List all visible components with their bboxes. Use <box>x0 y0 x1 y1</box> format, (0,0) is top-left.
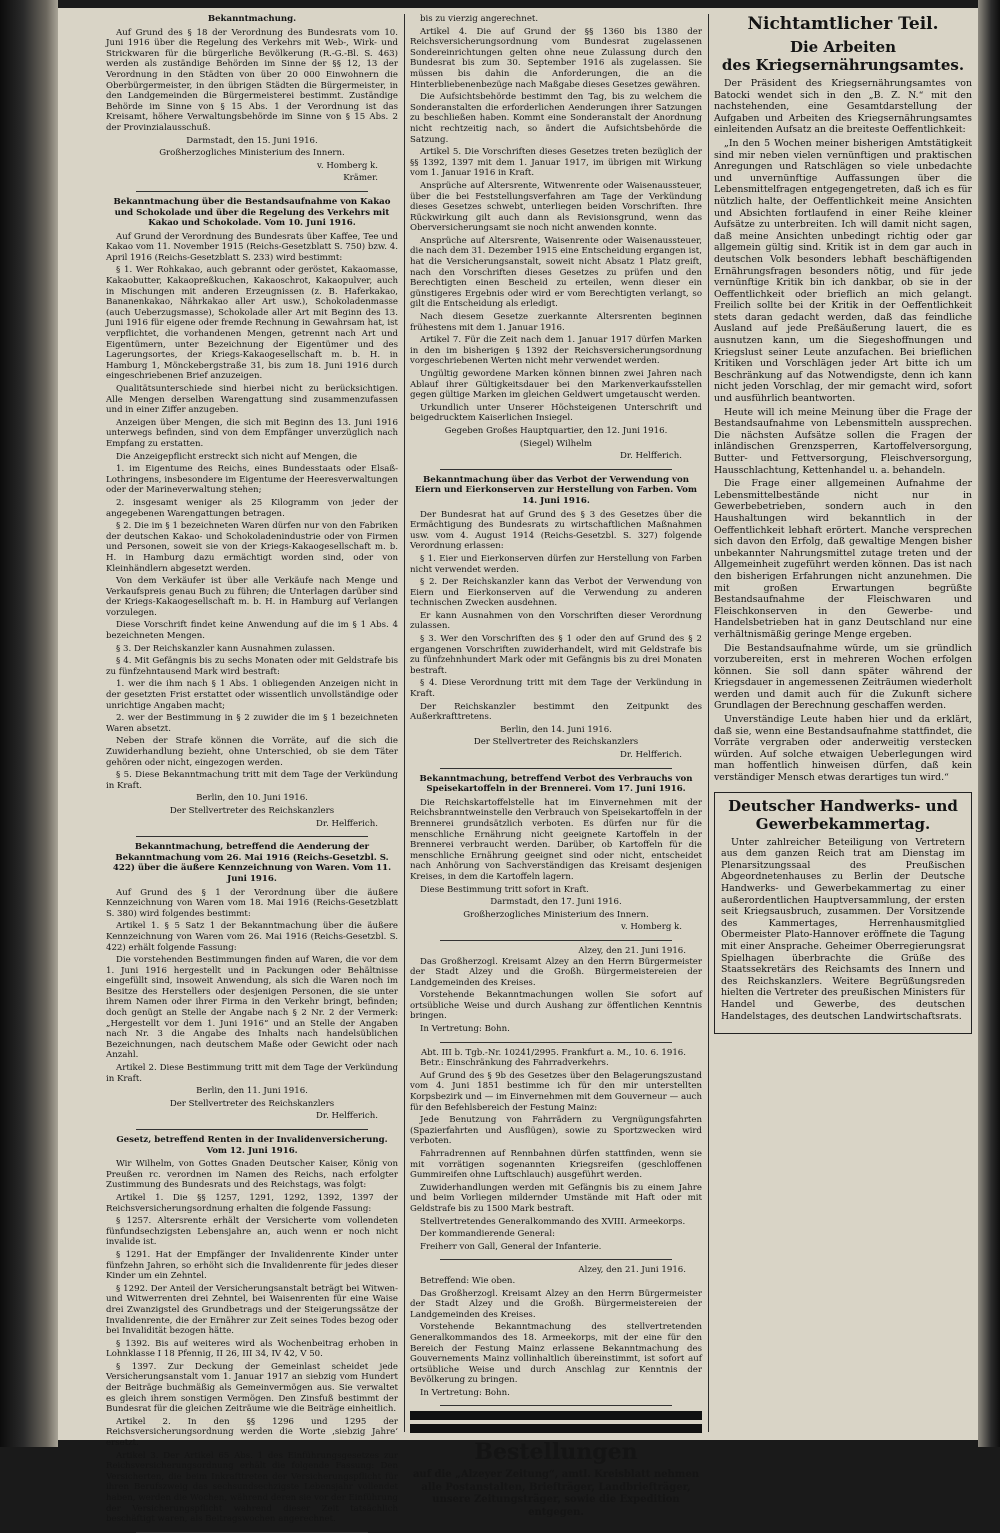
notice-paragraph: Betreffend: Wie oben. <box>420 1275 516 1286</box>
notice-place-date: Abt. III b. Tgb.-Nr. 10241/2995. Frankfurt a. M., 10. 6. 1916. <box>420 1047 686 1058</box>
notice-divider <box>440 1042 672 1043</box>
notice-paragraph: Die Anzeigepflicht erstreckt sich nicht auf Mengen, die <box>116 451 358 462</box>
notice-paragraph: Auf Grund des § 18 der Verordnung des Bundesrats vom 10. Juni 1916 über die Regelung des Verkehrs mit Web-, Wirk- und Strickwaren für die bürgerliche Bevölkerung (R.-G.-Bl. S. 463) werden als zuständige Behörden im Sinne der §§ 12, 13 der Verordnung in den Städten von über 20 000 Einwohnern die Oberbürgermeister, in den übrigen Städten die Bürgermeister, in den Landgemeinden die Bürgermeisterei bestimmt. Zuständige Behörde im Sinne von § 15 Abs. 1 der Verordnung ist das Kreisamt, höhere Verwaltungsbehörde im Sinne von § 15 Abs. 2 der Provinzialausschuß. <box>106 27 398 133</box>
notice-paragraph: Nach diesem Gesetze zuerkannte Altersrenten beginnen frühestens mit dem 1. Januar 1916. <box>410 312 702 333</box>
notice-paragraph: Artikel 7. Für die Zeit nach dem 1. Januar 1917 dürfen Marken in den im bisherigen § 1392 der Reichsversicherungsordnung vorgeschriebenen Werten nicht mehr verwendet werden. <box>410 335 702 367</box>
notice-paragraph: § 1397. Zur Deckung der Gemeinlast scheidet jede Versicherungsanstalt vom 1. Januar 1917 an siebzig vom Hundert der Beiträge buchmäßig als Gemeinvermögen aus. Sie verwaltet es gleich ihrem sonstigen Vermögen. Den Zinsfuß bestimmt der Bundesrat für die gleichen Zeiträume wie die Beiträge einheitlich. <box>106 1361 398 1415</box>
notice-paragraph: Vorstehende Bekanntmachung des stellvertretenden Generalkommandos des 18. Armeekorps, mit der eine für den Bereich der Festung Mainz erlassene Bekanntmachung des Gouvernements Mainz vollinhaltlich übereinstimmt, ist sofort auf ortsübliche Weise und durch Anschlag zur Kenntnis der Bevölkerung zu bringen. <box>410 1322 702 1386</box>
article-paragraph: Heute will ich meine Meinung über die Frage der Bestandsaufnahme von Lebensmitteln aussprechen. Die nächsten Aufsätze sollen die Fragen der inländischen Grenzsperren, Kartoffelversorgung, Butter- und Fettversorgung, Fleischversorgung, Hausschlachtung, Kettenhandel u. a. behandeln. <box>714 406 972 476</box>
article-title-line-1: Die Arbeiten <box>789 38 897 56</box>
column-rule-2 <box>708 14 709 1432</box>
notice-date: Berlin, den 10. Juni 1916. <box>196 793 308 804</box>
notice-signature: Dr. Helfferich. <box>620 750 682 760</box>
article-title-line-2: des Kriegsernährungsamtes. <box>721 56 965 74</box>
notice-paragraph: Die Reichskartoffelstelle hat im Einvernehmen mit der Reichsbranntweinstelle den Verbrauch von Speisekartoffeln in der Brennerei grundsätzlich verboten. Es dürfen nur für die menschliche Ernährung nicht geeignete Kartoffeln in der Brennerei verbraucht werden. Darüber, ob Kartoffeln für die menschliche Ernährung geeignet sind oder nicht, entscheidet nach Anhörung von Sachverständigen das Kreisamt desjenigen Kreises, in dem die Kartoffeln lagern. <box>410 797 702 882</box>
notice-divider <box>136 191 368 192</box>
notice-signature: Dr. Helfferich. <box>316 818 378 829</box>
subscription-ad <box>410 1411 702 1519</box>
notice-title: Bekanntmachung, betreffend Verbot des Verbrauchs von Speisekartoffeln in der Brennerei. Vom 17. Juni 1916. <box>419 773 693 795</box>
notice-paragraph: Das Großherzogl. Kreisamt Alzey an den Herrn Bürgermeister der Stadt Alzey und die Großh. Bürgermeistereien der Landgemeinden des Kreises. <box>410 1288 702 1320</box>
notice-authority: Großherzogliches Ministerium des Innern. <box>463 909 649 920</box>
notice-paragraph: Ansprüche auf Altersrente, Waisenrente oder Waisenaussteuer, die nach dem 31. Dezember 1915 eine Entscheidung ergangen ist, hat die Versicherungsanstalt, soweit nicht Absatz 1 Platz greift, nach den Vorschriften dieses Gesetzes zu prüfen und den Berechtigten einen Bescheid zu erteilen, wenn dieser ein günstigeres Ergebnis oder wird er vom Berechtigten verlangt, so gilt die Entscheidung als erledigt. <box>410 235 702 310</box>
notice-block <box>410 774 702 933</box>
scan-left-edge <box>0 0 58 1447</box>
notice-paragraph: Diese Vorschrift findet keine Anwendung auf die im § 1 Abs. 4 bezeichneten Mengen. <box>106 620 398 642</box>
notice-paragraph: Auf Grund der Verordnung des Bundesrats über Kaffee, Tee und Kakao vom 11. November 1915 (Reichs-Gesetzblatt S. 750) bzw. 4. April 1916 (Reichs-Gesetzblatt S. 233) wird bestimmt: <box>106 231 398 263</box>
notice-signature-2: Krämer. <box>343 173 378 184</box>
ad-top-bar <box>410 1411 702 1420</box>
notice-divider <box>440 469 672 470</box>
notice-paragraph: Er kann Ausnahmen von den Vorschriften dieser Verordnung zulassen. <box>410 610 702 632</box>
notice-paragraph: In Vertretung: Bohn. <box>420 1024 510 1035</box>
column-2 <box>410 14 702 1518</box>
notice-divider <box>440 768 672 769</box>
notice-divider <box>136 1129 368 1130</box>
notice-paragraph: Anzeigen über Mengen, die sich mit Beginn des 13. Juni 1916 unterwegs befinden, sind von dem Empfänger unverzüglich nach Empfang zu erstatten. <box>106 417 398 449</box>
notice-paragraph: § 5. Diese Bekanntmachung tritt mit dem Tage der Verkündung in Kraft. <box>106 770 398 791</box>
notice-paragraph: Artikel 1. Die §§ 1257, 1291, 1292, 1392, 1397 der Reichsversicherungsordnung erhalten die folgende Fassung: <box>106 1192 398 1214</box>
article-kriegsernaehrungsamt <box>714 78 972 784</box>
notice-paragraph: Diese Bestimmung tritt sofort in Kraft. <box>420 884 589 895</box>
scan-right-edge <box>978 0 1000 1447</box>
notice-signature: Dr. Helfferich. <box>316 1111 378 1122</box>
notice-authority: Der Stellvertreter des Reichskanzlers <box>169 1098 335 1109</box>
notice-paragraph: Das Großherzogl. Kreisamt Alzey an den Herrn Bürgermeister der Stadt Alzey und die Großh. Bürgermeistereien der Landgemeinden des Kreises. <box>410 956 702 988</box>
notice-title: Gesetz, betreffend Renten in der Invalidenversicherung. Vom 12. Juni 1916. <box>116 1135 388 1156</box>
notice-paragraph: Wir Wilhelm, von Gottes Gnaden Deutscher Kaiser, König von Preußen rc. verordnen im Namen des Reichs, nach erfolgter Zustimmung des Bundesrats und des Reichstags, was folgt: <box>106 1159 398 1191</box>
notice-paragraph: bis zu vierzig angerechnet. <box>420 14 539 24</box>
notice-paragraph: § 4. Diese Verordnung tritt mit dem Tage der Verkündung in Kraft. <box>410 678 702 700</box>
notice-paragraph: Der kommandierende General: <box>420 1229 555 1240</box>
notice-paragraph: Jede Benutzung von Fahrrädern zu Vergnügungsfahrten (Spazierfahrten und Ausflügen), sowie zu Sportzwecken wird verboten. <box>410 1115 702 1147</box>
notice-date: Darmstadt, den 15. Juni 1916. <box>186 135 318 146</box>
notice-title: Bekanntmachung. <box>207 14 297 24</box>
notice-paragraph: Urkundlich unter Unserer Höchsteigenen Unterschrift und beigedrucktem Kaiserlichen Insiegel. <box>410 402 702 424</box>
article-paragraph: Unverständige Leute haben hier und da erklärt, daß sie, wenn eine Bestandsaufnahme stattfindet, die Vorräte vergraben oder anderweitig verstecken würden. Auf solche etwaigen Ueberlegungen wird man hoffentlich hinweisen dürfen, daß kein verständiger Mensch etwas derartiges tun wird.“ <box>714 714 972 784</box>
notice-paragraph: Artikel 3. Der Artikel 65 Abs. 1 des Einführungsgesetzes zur Reichsversicherungsordnung erhält die folgende Fassung: Den Versicherten, die beim Inkrafttreten der Versicherungspflicht für ihren Berufszweig das sechsundsechzigste Lebensjahr vollendet haben, werden die Wochen, während deren sie vor der Einführung der Versicherungspflicht wahrend dieser Zeit tatsächlich beschäftigt waren, als Beitragswochen angerechnet. <box>106 1450 398 1525</box>
article-paragraph: Der Präsident des Kriegsernährungsamtes von Batocki wendet sich in den „B. Z. N.“ mit den nachstehenden, eine Gesamtdarstellung der Aufgaben und Arbeiten des Kriegsernährungsamtes einleitenden Aufsatz an die breiteste Oeffentlichkeit: <box>714 78 972 136</box>
notice-paragraph: Qualitätsunterschiede sind hierbei nicht zu berücksichtigen. Alle Mengen derselben Warengattung sind zusammenzufassen und in einer Ziffer anzugeben. <box>106 384 398 416</box>
column-rule-1 <box>404 14 405 1432</box>
handwerk-title-line-2: Gewerbekammertag. <box>755 814 931 833</box>
ad-title: Bestellungen <box>474 1439 638 1466</box>
newspaper-page <box>58 8 978 1525</box>
notice-paragraph: Auf Grund des § 9b des Gesetzes über den Belagerungszustand vom 4. Juni 1851 bestimme ich für den mir unterstellten Korpsbezirk und — im Einvernehmen mit dem Gouverneur — auch für den Befehlsbereich der Festung Mainz: <box>410 1070 702 1113</box>
section-title-nonofficial: Nichtamtlicher Teil. <box>747 14 939 34</box>
article-paragraph: Die Frage einer allgemeinen Aufnahme der Lebensmittelbestände nicht nur in Gewerbebetrieben, sondern auch in den Haushaltungen wird bekanntlich in der Oeffentlichkeit lebhaft erörtert. Manche versprechen sich davon den Erfolg, daß gewaltige Mengen bisher unbekannter Nahrungsmittel zutage treten und der Allgemeinheit zugeführt werden können. Das ist nach den bisherigen Erfahrungen nicht anzunehmen. Die mit großen Erwartungen begrüßte Bestandsaufnahme der Fleischwaren und Fleischkonserven in den Gewerbe- und Handelsbetrieben hat in ganz Deutschland nur eine verhältnismäßig geringe Menge ergeben. <box>714 478 972 640</box>
notice-paragraph: Freiherr von Gall, General der Infanterie. <box>420 1241 602 1252</box>
notice-paragraph: 1. wer die ihm nach § 1 Abs. 1 obliegenden Anzeigen nicht in der gesetzten Frist erstattet oder wissentlich unvollständige oder unrichtige Angaben macht; <box>106 679 398 711</box>
notice-paragraph: Artikel 4. Die auf Grund der §§ 1360 bis 1380 der Reichsversicherungsordnung vom Bundesrat zugelassenen Sondereinrichtungen gelten ohne neue Zulassung durch den Bundesrat bis zum 30. September 1916 als zugelassen. Sie müssen bis dahin die Anforderungen, die an die Hinterbliebenenbezüge nach Maßgabe dieses Gesetzes gewähren. <box>410 26 702 90</box>
notice-paragraph: Ansprüche auf Altersrente, Witwenrente oder Waisenaussteuer, über die bei Feststellungsverfahren am Tage der Verkündung dieses Gesetzes schwebt, unterliegen beiden Vorschriften. Ihre Rückwirkung gilt auch dann als Revisionsgrund, wenn das Oberversicherungsamt sie noch nicht anwenden konnte. <box>410 180 702 234</box>
notice-paragraph: § 1. Eier und Eierkonserven dürfen zur Herstellung von Farben nicht verwendet werden. <box>410 553 702 575</box>
notice-signature: v. Homberg k. <box>621 922 682 933</box>
article-paragraph: Unter zahlreicher Beteiligung von Vertretern aus dem ganzen Reich trat am Dienstag im Plenarsitzungssaal des Preußischen Abgeordnetenhauses zu Berlin der Deutsche Handwerks- und Gewerbekammertag zu einer außerordentlichen Hauptversammlung, der ersten seit Kriegsausbruch, zusammen. Der Vorsitzende des Kammertages, Herrenhausmitglied Obermeister Plato-Hannover eröffnete die Tagung mit einer Ansprache. Geheimer Oberregierungsrat Spielhagen überbrachte die Grüße des Staatssekretärs des Reichsamts des Innern und des Reichskanzlers. Weitere Begrüßungsreden hielten die Vertreter des preußischen Ministers für Handel und Gewerbe, des deutschen Handelstages, des deutschen Landwirtschaftsrats. <box>721 836 965 1022</box>
notice-date: Gegeben Großes Hauptquartier, den 12. Juni 1916. <box>444 425 668 436</box>
notice-paragraph: § 2. Der Reichskanzler kann das Verbot der Verwendung von Eiern und Eierkonserven auf die Verwendung zu anderen technischen Zwecken ausdehnen. <box>410 577 702 609</box>
column-2-notices <box>410 14 702 1406</box>
column-3 <box>714 14 972 1432</box>
notice-paragraph: Fahrradrennen auf Rennbahnen dürfen stattfinden, wenn sie mit vorrätigen sogenannten Kriegsreifen (geschloffenen Gummireifen ohne Luftschlauch) ausgeführt werden. <box>410 1149 702 1181</box>
notice-paragraph: § 1291. Hat der Empfänger der Invalidenrente Kinder unter fünfzehn Jahren, so erhöht sich die Invalidenrente für jedes dieser Kinder um ein Zehntel. <box>106 1249 398 1282</box>
handwerk-title-line-1: Deutscher Handwerks- und <box>728 796 958 815</box>
ad-top-bar-2 <box>410 1424 702 1433</box>
notice-paragraph: § 3. Wer den Vorschriften des § 1 oder den auf Grund des § 2 ergangenen Vorschriften zuwiderhandelt, wird mit Geldstrafe bis zu fünfzehnhundert Mark oder mit Gefängnis bis zu drei Monaten bestraft. <box>410 634 702 676</box>
notice-title: Bekanntmachung über die Bestandsaufnahme von Kakao und Schokolade und über die Regelung des Verkehrs mit Kakao und Schokolade. Vom 10. Juni 1916. <box>113 196 391 229</box>
article-handwerkskammertag <box>721 837 965 1023</box>
notice-paragraph: § 1. Wer Rohkakao, auch gebrannt oder geröstet, Kakaomasse, Kakaobutter, Kakaopreßkuchen, Kakaoschrot, Kakaopulver, auch in Mischungen mit anderen Erzeugnissen (z. B. Haferkakao, Bananenkakao, Nährkakao aller Art usw.), Schokoladenmasse (auch Ueberzugsmasse), Schokolade aller Art mit Beginn des 13. Juni 1916 für eigene oder fremde Rechnung in Gewahrsam hat, ist verpflichtet, die vorhandenen Mengen, getrennt nach Art und Eigentümern, unter Bezeichnung der Eigentümer und des Lagerungsortes, der Kriegs-Kakaogesellschaft m. b. H. in Hamburg 1, Mönckebergstraße 31, bis zum 18. Juni 1916 durch eingeschriebenen Brief anzuzeigen. <box>106 265 398 382</box>
notice-signature: v. Homberg k. <box>317 160 378 171</box>
notice-signature: Dr. Helfferich. <box>620 451 682 462</box>
column-1 <box>106 14 398 1525</box>
notice-paragraph: Artikel 1. § 5 Satz 1 der Bekanntmachung über die äußere Kennzeichnung von Waren vom 26. Mai 1916 (Reichs-Gesetzbl. S. 422) erhält folgende Fassung: <box>106 921 398 953</box>
notice-paragraph: § 3. Der Reichskanzler kann Ausnahmen zulassen. <box>116 643 335 654</box>
notice-block <box>410 475 702 761</box>
notice-date: Berlin, den 11. Juni 1916. <box>196 1086 308 1097</box>
notice-block <box>106 1135 398 1525</box>
notice-paragraph: Artikel 5. Die Vorschriften dieses Gesetzes treten bezüglich der §§ 1392, 1397 mit dem 1. Januar 1917, im übrigen mit Wirkung vom 1. Januar 1916 in Kraft. <box>410 147 702 179</box>
notice-paragraph: Artikel 2. In den §§ 1296 und 1295 der Reichsversicherungsordnung werden die Worte ‚siebzig Jahre‘ ersetzt. <box>106 1416 398 1449</box>
notice-paragraph: In Vertretung: Bohn. <box>420 1387 510 1398</box>
notice-block <box>410 946 702 1035</box>
notice-paragraph: § 4. Mit Gefängnis bis zu sechs Monaten oder mit Geldstrafe bis zu fünfzehntausend Mark wird bestraft: <box>106 656 398 677</box>
notice-paragraph: Artikel 2. Diese Bestimmung tritt mit dem Tage der Verkündung in Kraft. <box>106 1063 398 1084</box>
notice-paragraph: Neben der Strafe können die Vorräte, auf die sich die Zuwiderhandlung bezieht, ohne Unterschied, ob sie dem Täter gehören oder nicht, eingezogen werden. <box>106 736 398 768</box>
notice-paragraph: Der Bundesrat hat auf Grund des § 3 des Gesetzes über die Ermächtigung des Bundesrats zu wirtschaftlichen Maßnahmen usw. vom 4. August 1914 (Reichs-Gesetzbl. S. 327) folgende Verordnung erlassen: <box>410 509 702 552</box>
notice-paragraph: Auf Grund des § 1 der Verordnung über die äußere Kennzeichnung von Waren vom 18. Mai 1916 (Reichs-Gesetzblatt S. 380) wird folgendes bestimmt: <box>106 887 398 919</box>
notice-paragraph: § 1257. Altersrente erhält der Versicherte vom vollendeten fünfundsechzigsten Lebensjahre an, auch wenn er noch nicht invalide ist. <box>106 1216 398 1248</box>
notice-paragraph: 2. insgesamt weniger als 25 Kilogramm von jeder der angegebenen Warengattungen betragen. <box>106 497 398 519</box>
notice-block <box>106 197 398 829</box>
notice-paragraph: 1. im Eigentume des Reichs, eines Bundesstaats oder Elsaß-Lothringens, insbesondere im Eigentume der Heeresverwaltungen oder der Marineverwaltung stehen; <box>106 464 398 496</box>
article-paragraph: Die Bestandsaufnahme würde, um sie gründlich vorzubereiten, erst in mehreren Wochen erfolgen können. Sie soll dann später während der Kriegsdauer in angemessenen Zeiträumen wiederholt werden und damit auch für die Zukunft sichere Grundlagen der Berechnung geschaffen werden. <box>714 642 972 712</box>
notice-paragraph: Stellvertretendes Generalkommando des XVIII. Armeekorps. <box>420 1216 686 1227</box>
notice-authority: (Siegel) Wilhelm <box>519 438 593 449</box>
notice-divider <box>440 1259 672 1260</box>
notice-paragraph: § 2. Die im § 1 bezeichneten Waren dürfen nur von den Fabriken der deutschen Kakao- und Schokoladenindustrie oder von Firmen und Personen, soweit sie von der Kriegs-Kakaogesellschaft m. b. H. in Hamburg dazu ermächtigt worden sind, oder von Kleinhändlern abgesetzt werden. <box>106 521 398 574</box>
notice-place-date: Alzey, den 21. Juni 1916. <box>578 945 686 956</box>
notice-paragraph: Ungültig gewordene Marken können binnen zwei Jahren nach Ablauf ihrer Gültigkeitsdauer bei den Markenverkaufsstellen gegen gültige Marken im gleichen Geldwert umgetauscht werden. <box>410 369 702 401</box>
notice-date: Darmstadt, den 17. Juni 1916. <box>490 897 622 908</box>
notice-authority: Großherzogliches Ministerium des Innern. <box>159 148 345 159</box>
notice-divider <box>440 1405 672 1406</box>
notice-paragraph: 2. wer der Bestimmung in § 2 zuwider die im § 1 bezeichneten Waren absetzt. <box>106 713 398 734</box>
notice-block <box>106 14 398 184</box>
notice-paragraph: § 1292. Der Anteil der Versicherungsanstalt beträgt bei Witwen- und Witwerrenten drei Zehntel, bei Waisenrenten für eine Waise drei Zwanzigstel des Grundbetrags und der Steigerungssätze der Invalidenrente, die der Ernährer zur Zeit seines Todes bezog oder bei Invalidität bezogen hätte. <box>106 1283 398 1337</box>
notice-place-date: Alzey, den 21. Juni 1916. <box>578 1265 686 1276</box>
notice-authority: Der Stellvertreter des Reichskanzlers <box>473 737 639 748</box>
notice-paragraph: Die Aufsichtsbehörde bestimmt den Tag, bis zu welchem die Sonderanstalten die erforderlichen Aenderungen ihrer Satzungen zu beschließen haben. Kommt eine Sonderanstalt der Anordnung nicht rechtzeitig nach, so ändert die Aufsichtsbehörde die Satzung. <box>410 92 702 145</box>
handwerk-article-box <box>714 792 972 1035</box>
article-paragraph: „In den 5 Wochen meiner bisherigen Amtstätigkeit sind mir neben vielen vernünftigen und praktischen Anregungen und Ratschlägen so viele unbedachte und unvernünftige Auffassungen über die Lebensmittelfragen entgegengetreten, daß ich es für nützlich halte, der Oeffentlichkeit meine Ansichten und Absichten fortlaufend in einer Reihe kleiner Aufsätze zu unterbreiten. Ich will damit nicht sagen, daß meine Ansichten unbedingt richtig oder gar allgemein gültig sind. Kritik ist in dem gar auch in deutschen Volk besonders lebhaft beschäftigenden Ernährungsfragen besonders nötig, und für jede vernünftige Kritik bin ich dankbar, ob sie in der Oeffentlichkeit oder brieflich an mich gelangt. Freilich sollte bei der Kritik in der Oeffentlichkeit stets daran gedacht werden, daß das feindliche Ausland auf jede Preßäußerung lauert, die es ausnutzen kann, um die Siegeshoffnungen und Kriegslust seiner Leute anzufachen. Bei brieflichen Kritiken und Vorschlägen jeder Art bitte ich um Beschränkung auf das Notwendigste, denn ich kann nicht jeden Vorschlag, der mir gemacht wird, sofort und ausführlich beantworten. <box>714 137 972 405</box>
notice-block <box>410 1048 702 1253</box>
notice-divider <box>440 940 672 941</box>
notice-block <box>410 14 702 462</box>
ad-body: auf die „Alzeyer Zeitung“, amtl. Kreisblatt nehmen alle Postanstalten, Briefträger, Landbriefträger, unsere Zeitungsträger, sowie die Expedition entgegen. <box>412 1469 700 1518</box>
notice-title: Bekanntmachung, betreffend die Aenderung der Bekanntmachung vom 26. Mai 1916 (Reichs-Gesetzbl. S. 422) über die äußere Kennzeichnung von Waren. Vom 11. Juni 1916. <box>112 842 392 884</box>
notice-paragraph: Zuwiderhandlungen werden mit Gefängnis bis zu einem Jahre und beim Vorliegen mildernder Umstände mit Haft oder mit Geldstrafe bis zu 1500 Mark bestraft. <box>410 1182 702 1214</box>
notice-paragraph: Vorstehende Bekanntmachungen wollen Sie sofort auf ortsübliche Weise und durch Aushang zur öffentlichen Kenntnis bringen. <box>410 990 702 1022</box>
notice-block <box>410 1265 702 1398</box>
notice-paragraph: § 1392. Bis auf weiteres wird als Wochenbeitrag erhoben in Lohnklasse I 18 Pfennig, II 26, III 34, IV 42, V 50. <box>106 1338 398 1360</box>
notice-authority: Der Stellvertreter des Reichskanzlers <box>169 805 335 816</box>
notice-paragraph: Der Reichskanzler bestimmt den Zeitpunkt des Außerkrafttretens. <box>410 701 702 723</box>
notice-paragraph: Von dem Verkäufer ist über alle Verkäufe nach Menge und Verkaufspreis genau Buch zu führen; die Unterlagen darüber sind der Kriegs-Kakaogesellschaft m. b. H. in Hamburg auf Verlangen vorzulegen. <box>106 576 398 618</box>
notice-block <box>106 842 398 1122</box>
notice-paragraph: Die vorstehenden Bestimmungen finden auf Waren, die vor dem 1. Juni 1916 hergestellt und in Packungen oder Behältnisse eingefüllt sind, insoweit Anwendung, als sich die Waren noch im Besitze des Herstellers oder desjenigen Personen, die sie unter ihrem Namen oder ihrer Firma in den Verkehr bringt, befinden; doch genügt an Stelle der Angabe nach § 2 Nr. 2 der Vermerk: „Hergestellt vor dem 1. Juni 1916“ und an Stelle der Angaben nach Nr. 3 die Angabe des Inhalts nach handelsüblichen Bezeichnungen, nach deutschem Maße oder Gewicht oder nach Anzahl. <box>106 955 398 1061</box>
notice-title: Bekanntmachung über das Verbot der Verwendung von Eiern und Eierkonserven zur Herstellung von Farben. Vom 14. Juni 1916. <box>415 474 697 506</box>
notice-paragraph: Betr.: Einschränkung des Fahrradverkehrs. <box>420 1058 609 1069</box>
notice-date: Berlin, den 14. Juni 1916. <box>500 724 612 735</box>
notice-divider <box>136 836 368 837</box>
